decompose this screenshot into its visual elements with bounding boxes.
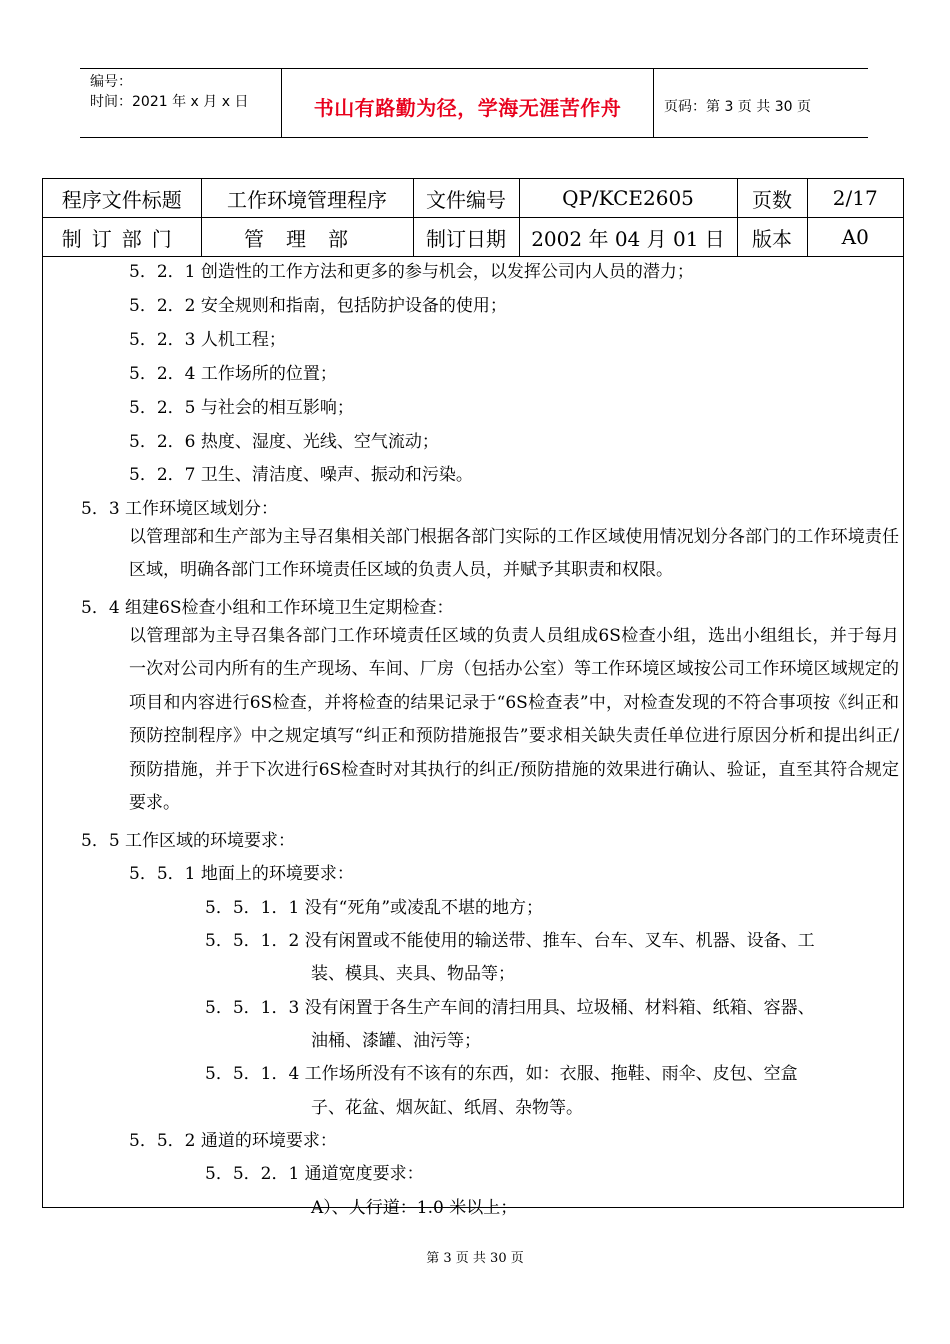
meta-pages-value: 2/17 bbox=[807, 179, 903, 218]
section-heading-5-5: 5．5 工作区域的环境要求： bbox=[81, 831, 296, 851]
section-heading-5-4: 5．4 组建6S检查小组和工作环境卫生定期检查： bbox=[81, 598, 454, 618]
meta-dept-label: 制订部门 bbox=[43, 218, 201, 257]
meta-date-value: 2002 年 04 月 01 日 bbox=[519, 218, 737, 257]
meta-title-value: 工作环境管理程序 bbox=[201, 179, 413, 218]
meta-row-2 bbox=[43, 218, 903, 257]
meta-docno-value: QP/KCE2605 bbox=[519, 179, 737, 218]
meta-title-label: 程序文件标题 bbox=[43, 179, 201, 218]
clause-5-5-1-2-cont: 装、模具、夹具、物品等； bbox=[311, 964, 515, 984]
meta-pages-label: 页数 bbox=[737, 179, 807, 218]
clause-5-5-2-1: 5．5．2．1 通道宽度要求： bbox=[205, 1164, 424, 1184]
paragraph-5-3: 以管理部和生产部为主导召集相关部门根据各部门实际的工作区域使用情况划分各部门的工作环境责任区域，明确各部门工作环境责任区域的负责人员，并赋予其职责和权限。 bbox=[129, 527, 899, 581]
date-line: 时间：2021 年 x 月 x 日 bbox=[90, 94, 249, 110]
section-heading-5-3: 5．3 工作环境区域划分： bbox=[81, 499, 279, 519]
clause-5-5-1-3-cont: 油桶、漆罐、油污等； bbox=[311, 1031, 481, 1051]
meta-row-1 bbox=[43, 179, 903, 218]
clause-5-2-4: 5．2．4 工作场所的位置； bbox=[129, 364, 337, 384]
clause-item-a: A）、人行道：1.0 米以上； bbox=[311, 1198, 518, 1218]
paragraph-5-4: 以管理部为主导召集各部门工作环境责任区域的负责人员组成6S检查小组，选出小组组长，并于每月一次对公司内所有的生产现场、车间、厂房（包括办公室）等工作环境区域按公司工作环境区域规定的项目和内容进行6S检查，并将检查的结果记录于“6S检查表”中，对检查发现的不符合事项按《纠正和预防控制程序》中之规定填写“纠正和预防措施报告”要求相关缺失责任单位进行原因分析和提出纠正/预防措施，并于下次进行6S检查时对其执行的纠正/预防措施的效果进行确认、验证，直至其符合规定要求。 bbox=[129, 626, 899, 814]
clause-5-2-7: 5．2．7 卫生、清洁度、噪声、振动和污染。 bbox=[129, 465, 473, 485]
clause-5-5-1-3: 5．5．1．3 没有闲置于各生产车间的清扫用具、垃圾桶、材料箱、纸箱、容器、 bbox=[205, 998, 815, 1018]
clause-5-5-1: 5．5．1 地面上的环境要求： bbox=[129, 864, 354, 884]
clause-5-5-1-1: 5．5．1．1 没有“死角”或凌乱不堪的地方； bbox=[205, 898, 544, 918]
clause-5-2-6: 5．2．6 热度、湿度、光线、空气流动； bbox=[129, 432, 439, 452]
motto-text: 书山有路勤为径，学海无涯苦作舟 bbox=[313, 95, 622, 120]
page-footer: 第 3 页 共 30 页 bbox=[426, 1251, 524, 1266]
meta-date-label: 制订日期 bbox=[413, 218, 519, 257]
clause-5-5-1-4-cont: 子、花盆、烟灰缸、纸屑、杂物等。 bbox=[311, 1098, 583, 1118]
clause-5-2-2: 5．2．2 安全规则和指南，包括防护设备的使用； bbox=[129, 296, 507, 316]
meta-version-value: A0 bbox=[807, 218, 903, 257]
meta-dept-value: 管理部 bbox=[201, 218, 413, 257]
page-info: 页码：第 3 页 共 30 页 bbox=[664, 99, 811, 115]
clause-5-5-2: 5．5．2 通道的环境要求： bbox=[129, 1131, 337, 1151]
document-number-label: 编号： bbox=[90, 74, 132, 90]
running-header bbox=[80, 68, 868, 138]
clause-5-5-1-4: 5．5．1．4 工作场所没有不该有的东西，如：衣服、拖鞋、雨伞、皮包、空盒 bbox=[205, 1064, 798, 1084]
meta-version-label: 版本 bbox=[737, 218, 807, 257]
clause-5-2-5: 5．2．5 与社会的相互影响； bbox=[129, 398, 354, 418]
header-left-cell bbox=[80, 69, 282, 137]
clause-5-2-3: 5．2．3 人机工程； bbox=[129, 330, 286, 350]
clause-5-5-1-2: 5．5．1．2 没有闲置或不能使用的输送带、推车、台车、叉车、机器、设备、工 bbox=[205, 931, 815, 951]
document-frame bbox=[42, 178, 904, 1218]
header-motto-cell bbox=[282, 69, 654, 137]
clause-5-2-1: 5．2．1 创造性的工作方法和更多的参与机会，以发挥公司内人员的潜力； bbox=[129, 262, 694, 282]
meta-docno-label: 文件编号 bbox=[413, 179, 519, 218]
header-page-cell bbox=[654, 69, 868, 137]
document-meta-table bbox=[43, 179, 903, 257]
